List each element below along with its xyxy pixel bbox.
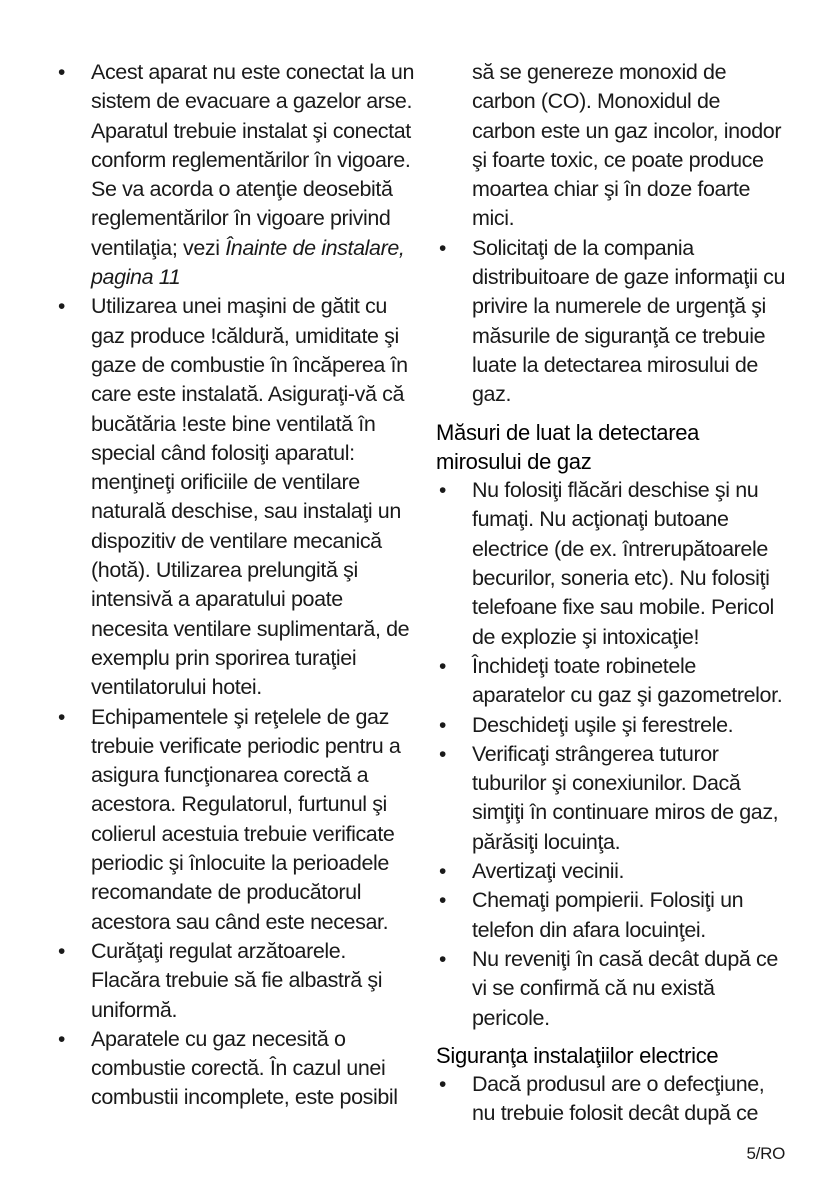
page-number: 5/RO <box>746 1144 785 1163</box>
page-reference: Înainte de instalare, pagina 11 <box>91 235 405 290</box>
bullet-icon: • <box>58 1027 65 1051</box>
bullet-icon: • <box>58 295 65 319</box>
list-item <box>436 652 788 711</box>
list-item-text: Echipamentele şi reţelele de gaz trebuie verificate periodic pentru a asigura funcţionarea corectă a acestora. Regulatorul, furtunul şi colierul acestuia trebuie verificate periodic şi înlocuite la perioadele recomandate de producătorul acestora sau când este necesar. <box>91 704 401 934</box>
gas-measures-list <box>436 476 788 1033</box>
list-item-text: Verificaţi strângerea tuturor tuburilor şi conexiunilor. Dacă simţiţi în continuare miros de gaz, părăsiţi locuinţa. <box>472 741 779 854</box>
list-item-text: Deschideţi uşile şi ferestrele. <box>472 712 734 737</box>
section-heading-electrical-safety: Siguranţa instalaţiilor electrice <box>436 1042 719 1068</box>
bullet-icon: • <box>439 479 446 503</box>
list-item <box>55 703 415 937</box>
list-item <box>436 886 788 945</box>
list-item <box>436 945 788 1033</box>
left-bullet-list <box>55 58 415 1113</box>
list-item-text: Aparatele cu gaz necesită o combustie corectă. În cazul unei combustii incomplete, este posibil <box>91 1026 398 1110</box>
bullet-icon: • <box>439 236 446 260</box>
list-item <box>55 1025 415 1113</box>
continued-paragraph: să se genereze monoxid de carbon (CO). Monoxidul de carbon este un gaz incolor, inodor şi foarte toxic, ce poate produce moartea chiar şi în doze foarte mici. <box>472 60 782 231</box>
list-item-text: Dacă produsul are o defecţiune, nu trebuie folosit decât după ce <box>472 1072 765 1126</box>
bullet-icon: • <box>439 889 446 913</box>
bullet-icon: • <box>439 713 446 737</box>
list-item <box>436 740 788 857</box>
list-item <box>55 292 415 702</box>
electrical-safety-list <box>436 1070 788 1129</box>
bullet-icon: • <box>439 742 446 766</box>
bullet-icon: • <box>439 947 446 971</box>
bullet-icon: • <box>58 705 65 729</box>
right-column <box>436 58 788 1129</box>
list-item <box>436 234 788 410</box>
list-item-text: Închideţi toate robinetele aparatelor cu gaz şi gazometrelor. <box>472 653 783 708</box>
list-item-text: Nu folosiţi flăcări deschise şi nu fumaţi. Nu acţionaţi butoane electrice (de ex. întrerupătoarele becurilor, soneria etc). Nu folosiţi telefoane fixe sau mobile. Pericol de explozie şi intoxicaţie! <box>472 478 774 649</box>
list-item-text: Solicitaţi de la compania distribuitoare de gaze informaţii cu privire la numerele de urgenţă şi măsurile de siguranţă ce trebuie luate la detectarea mirosului de gaz. <box>472 235 786 407</box>
list-item-text: Avertizaţi vecinii. <box>472 859 625 884</box>
right-bullet-list-top <box>436 234 788 410</box>
bullet-icon: • <box>439 1073 446 1097</box>
section-heading-gas-smell: Măsuri de luat la detectarea mirosului de gaz <box>436 419 700 474</box>
list-item <box>436 857 788 886</box>
bullet-icon: • <box>439 860 446 884</box>
bullet-icon: • <box>58 61 65 84</box>
list-item <box>55 58 415 292</box>
list-item-text: Chemaţi pompierii. Folosiţi un telefon din afara locuinţei. <box>472 888 744 942</box>
bullet-icon: • <box>439 654 446 678</box>
list-item <box>436 476 788 652</box>
list-item <box>436 1070 788 1129</box>
left-column <box>55 58 415 1113</box>
list-item-text: Curăţaţi regulat arzătoarele. Flacăra trebuie să fie albastră şi uniformă. <box>91 938 383 1022</box>
list-item-text: Acest aparat nu este conectat la un sistem de evacuare a gazelor arse. Aparatul trebuie instalat şi conectat conform reglementărilor în vigoare. Se va acorda o atenţie deosebită reglementărilor în vigoare privind ventilaţia; vezi Înainte de instalare, pagina 11 <box>91 60 415 290</box>
bullet-icon: • <box>58 939 65 963</box>
list-item <box>436 711 788 740</box>
list-item-text: Utilizarea unei maşini de gătit cu gaz produce !căldură, umiditate şi gaze de combustie în încăperea în care este instalată. Asiguraţi-vă că bucătăria !este bine ventilată în special când folosiţi aparatul: menţineţi orificiile de ventilare naturală deschise, sau instalaţi un dispozitiv de ventilare mecanică (hotă). Utilizarea prelungită şi intensivă a aparatului poate necesita ventilare suplimentară, de exemplu prin sporirea turaţiei ventilatorului hotei. <box>91 294 410 700</box>
list-item <box>55 937 415 1025</box>
list-item-text: Nu reveniţi în casă decât după ce vi se confirmă că nu există pericole. <box>472 946 778 1030</box>
